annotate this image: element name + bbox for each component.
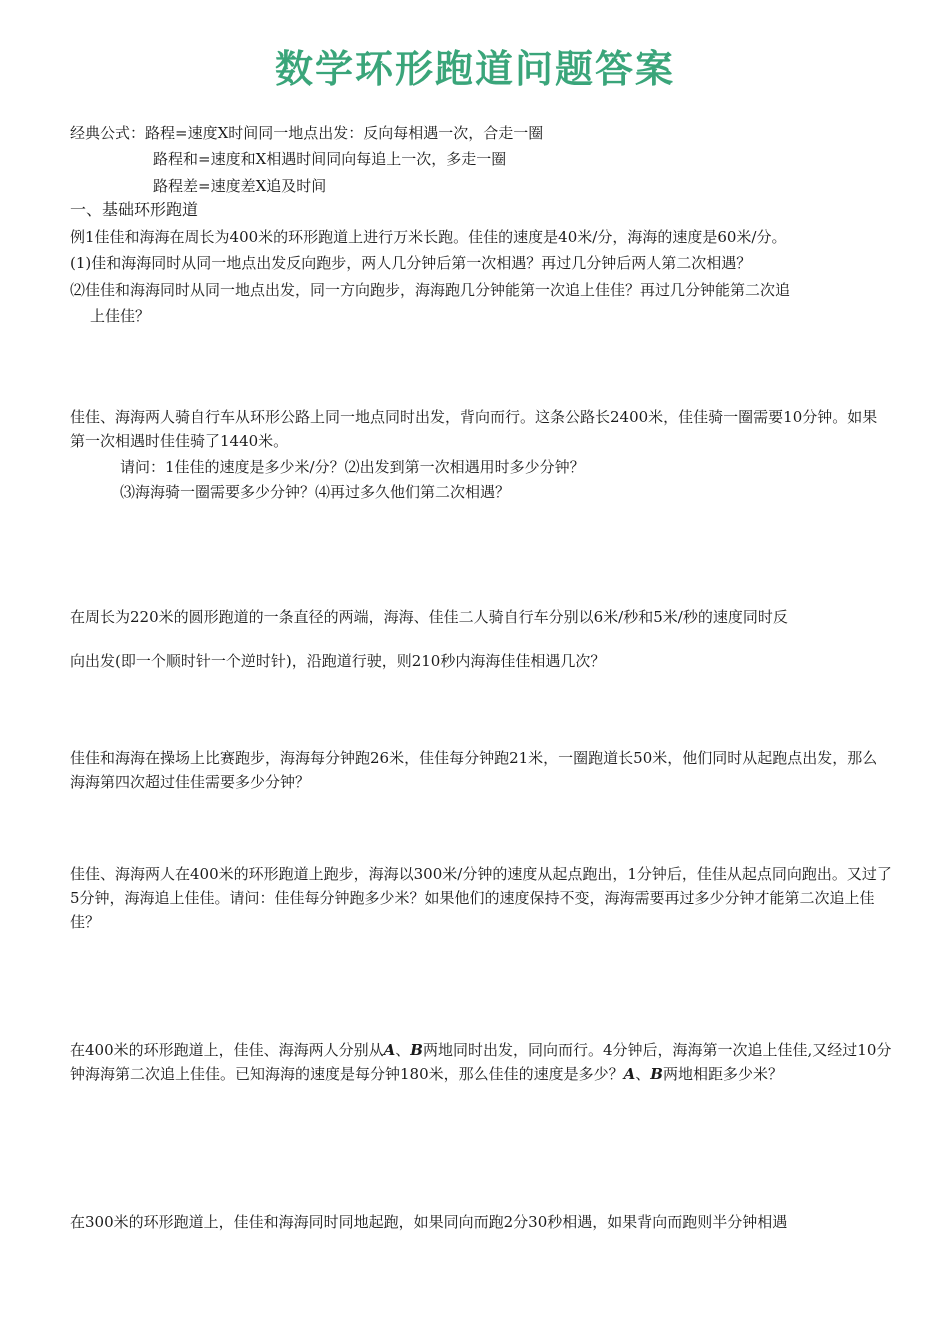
example-1-question-2: ⑵佳佳和海海同时从同一地点出发，同一方向跑步，海海跑几分钟能第一次追上佳佳？再过几分钟能第二次追 (70, 281, 791, 299)
problem-2-ask-1: 请问：1佳佳的速度是多少米/分？⑵出发到第一次相遇用时多少分钟？ (120, 458, 585, 476)
problem-5-text: 佳佳、海海两人在400米的环形跑道上跑步，海海以300米/分钟的速度从起点跑出，1分钟后，佳佳从起点同向跑出。又过了5分钟，海海追上佳佳。请问：佳佳每分钟跑多少米？如果他们的速度保持不变，海海需要再过多少分钟才能第二次追上佳佳？ (70, 865, 892, 931)
point-a-label: A (623, 1065, 636, 1083)
point-separator: 、 (395, 1041, 411, 1059)
problem-6-text (70, 1038, 892, 1086)
problem-6-part-3: 两地相距多少米？ (662, 1065, 783, 1083)
point-separator: 、 (635, 1065, 651, 1083)
problem-6-part-1: 在400米的环形跑道上，佳佳、海海两人分别从 (70, 1041, 384, 1059)
point-b-label: B (650, 1065, 663, 1083)
problem-7-text: 在300米的环形跑道上，佳佳和海海同时同地起跑，如果同向而跑2分30秒相遇，如果背向而跑则半分钟相遇 (70, 1213, 788, 1231)
formula-line-1: 经典公式：路程=速度X时间同一地点出发：反向每相遇一次，合走一圈 (70, 124, 544, 142)
point-b-label: B (410, 1041, 423, 1059)
problem-3-line-1: 在周长为220米的圆形跑道的一条直径的两端，海海、佳佳二人骑自行车分别以6米/秒和5米/秒的速度同时反 (70, 608, 788, 626)
problem-6-part-2: 两地同时出发，同向而行。4分钟后，海海第一次追上佳佳,又经过10分钟海海第二次追上佳佳。已知海海的速度是每分钟180米，那么佳佳的速度是多少？ (70, 1041, 892, 1083)
section-heading: 一、基础环形跑道 (70, 200, 199, 219)
formula-line-3: 路程差=速度差X追及时间 (153, 177, 327, 195)
problem-3-line-2: 向出发(即一个顺时针一个逆时针)，沿跑道行驶，则210秒内海海佳佳相遇几次？ (70, 652, 606, 670)
problem-2-ask-2: ⑶海海骑一圈需要多少分钟？⑷再过多久他们第二次相遇？ (120, 483, 511, 501)
problem-4-text: 佳佳和海海在操场上比赛跑步，海海每分钟跑26米，佳佳每分钟跑21米，一圈跑道长50米，他们同时从起跑点出发，那么海海第四次超过佳佳需要多少分钟？ (70, 749, 878, 791)
problem-2-text: 佳佳、海海两人骑自行车从环形公路上同一地点同时出发，背向而行。这条公路长2400米，佳佳骑一圈需要10分钟。如果第一次相遇时佳佳骑了1440米。 (70, 408, 878, 450)
point-a-label: A (383, 1041, 396, 1059)
formula-line-2: 路程和=速度和X相遇时间同向每追上一次，多走一圈 (153, 150, 507, 168)
example-1-intro: 例1佳佳和海海在周长为400米的环形跑道上进行万米长跑。佳佳的速度是40米/分，海海的速度是60米/分。 (70, 228, 787, 246)
page-title: 数学环形跑道问题答案 (274, 47, 675, 91)
example-1-question-1: (1)佳和海海同时从同一地点出发反向跑步，两人几分钟后第一次相遇？再过几分钟后两人第二次相遇？ (70, 254, 752, 272)
example-1-question-2-cont: 上佳佳？ (90, 307, 151, 325)
